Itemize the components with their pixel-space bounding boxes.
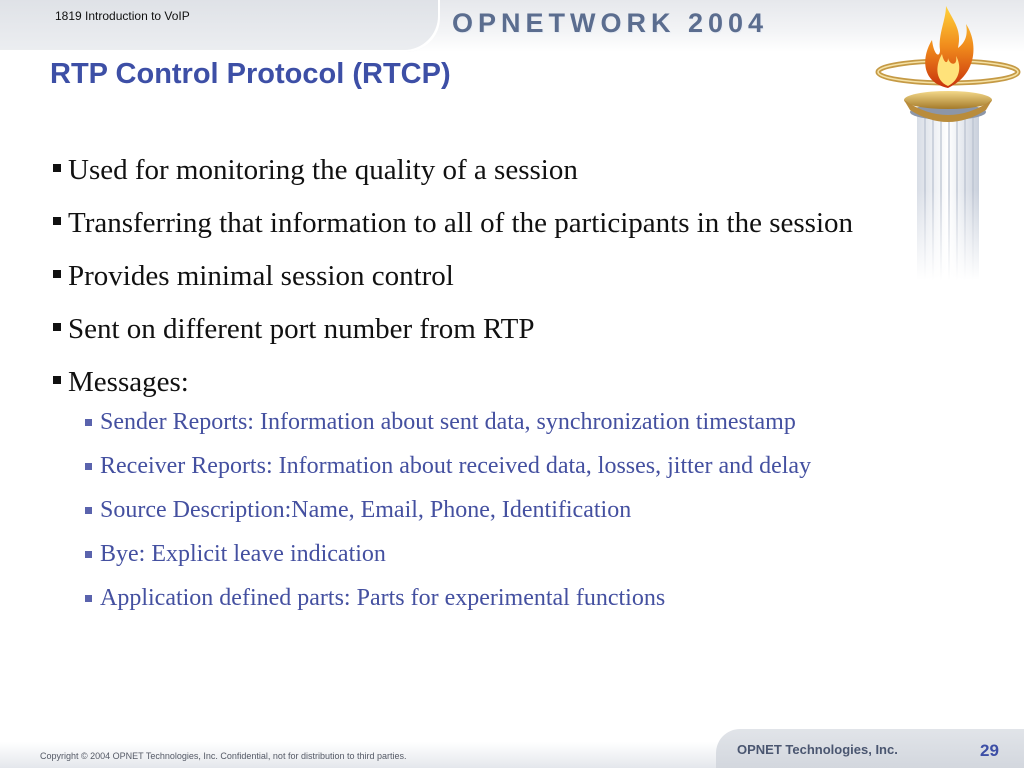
- square-bullet-icon: [85, 419, 92, 426]
- bullet-text: Sent on different port number from RTP: [68, 313, 535, 345]
- sub-bullet-item: [50, 582, 940, 614]
- sub-bullet-text: Sender Reports: Information about sent data, synchronization timestamp: [100, 409, 796, 435]
- sub-bullet-list: [50, 406, 940, 614]
- square-bullet-icon: [53, 270, 61, 278]
- bullet-text: Used for monitoring the quality of a session: [68, 154, 578, 186]
- header-tab: [0, 0, 440, 52]
- square-bullet-icon: [85, 595, 92, 602]
- course-label: 1819 Introduction to VoIP: [55, 9, 190, 23]
- page-number: 29: [980, 741, 999, 760]
- square-bullet-icon: [85, 463, 92, 470]
- square-bullet-icon: [85, 551, 92, 558]
- sub-bullet-item: [50, 406, 940, 438]
- event-logo: OPNETWORK 2004: [452, 8, 769, 38]
- company-name: OPNET Technologies, Inc.: [737, 742, 898, 757]
- square-bullet-icon: [53, 376, 61, 384]
- square-bullet-icon: [53, 323, 61, 331]
- bullet-item: [50, 256, 940, 296]
- sub-bullet-text: Bye: Explicit leave indication: [100, 541, 386, 567]
- copyright-text: Copyright © 2004 OPNET Technologies, Inc. Confidential, not for distribution to third parties.: [40, 751, 407, 761]
- sub-bullet-item: [50, 538, 940, 570]
- bullet-list: [50, 150, 940, 626]
- square-bullet-icon: [53, 164, 61, 172]
- bullet-text: Provides minimal session control: [68, 260, 454, 292]
- slide-title: RTP Control Protocol (RTCP): [50, 58, 451, 90]
- bullet-text: Transferring that information to all of the participants in the session: [68, 207, 853, 239]
- sub-bullet-group: [50, 406, 940, 614]
- sub-bullet-item: [50, 494, 940, 526]
- sub-bullet-text: Application defined parts: Parts for experimental functions: [100, 585, 666, 611]
- bullet-item: [50, 362, 940, 402]
- sub-bullet-text: Receiver Reports: Information about received data, losses, jitter and delay: [100, 453, 812, 479]
- sub-bullet-item: [50, 450, 940, 482]
- bullet-item: [50, 150, 940, 190]
- square-bullet-icon: [53, 217, 61, 225]
- bullet-item: [50, 203, 940, 243]
- bullet-text: Messages:: [68, 366, 189, 398]
- square-bullet-icon: [85, 507, 92, 514]
- sub-bullet-text: Source Description:Name, Email, Phone, Identification: [100, 497, 632, 523]
- bullet-item: [50, 309, 940, 349]
